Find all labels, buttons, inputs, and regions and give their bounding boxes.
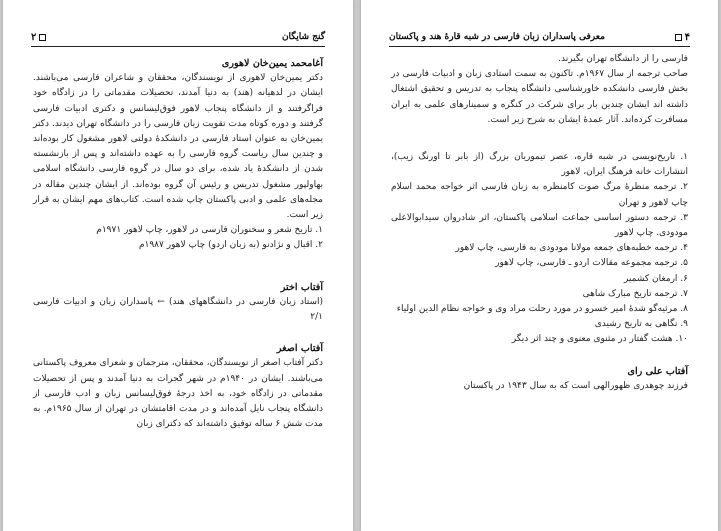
- entry-heading: آغامحمد یمین‌خان لاهوری: [221, 58, 323, 69]
- works-list: [33, 223, 323, 253]
- list-item: ۹. نگاهی به تاریخ رشیدی: [594, 319, 688, 330]
- right-page-number-block: [675, 32, 690, 43]
- list-item: ۲. ترجمه منظرهٔ مرگ صوت کامنظره به زبان فارسی اثر خواجه محمد اسلام چاپ لاهور و تهران: [391, 182, 688, 208]
- page-number: ۲: [31, 31, 37, 43]
- entry-paragraph: دکتر آفتاب اصغر از نویسندگان، محققان، مترجمان و شعرای معروف پاکستانی می‌باشند. ایشان در ۱۹۴۰م در شهر گجرات به دنیا آمدند و پس از تحصیلات مقدماتی در زادگاه خود، به اخذ درجهٔ فوق‌لیسانس زبان و ادب فارسی از دانشگاه پنجاب نایل آمده‌اند و در مدت اقامتشان در تهران از سال ۱۹۶۵م. به مدت شش ۶ ساله توفیق داشته‌اند که دکترای زبان: [33, 358, 323, 430]
- entry-heading: آفتاب علی رای: [627, 365, 688, 377]
- list-item: ۷. ترجمه تاریخ مبارک شاهی: [582, 288, 688, 299]
- entry-heading: آفتاب اختر: [280, 281, 323, 293]
- list-item: ۵. ترجمه مجموعه مقالات اردو ـ فارسی، چاپ لاهور: [495, 258, 688, 269]
- list-item: ۸. مرثیه‌گو شدهٔ امیر خسرو در مورد رحلت مراد وی و خواجه نظام الدین اولیاء: [396, 304, 688, 315]
- entry-paragraph: صاحب ترجمه از سال ۱۹۶۷م. تاکنون به سمت استادی زبان و ادبیات فارسی در بخش فارسی دانشکده خاورشناسی دانشگاه پنجاب به تدریس و تحقیق اشتغال داشته اند ایشان چندین بار برای شرکت در کنگره و سمینارهای علمی به ایران مسافرت کرده‌اند. آثار عمدهٔ ایشان به شرح زیر است.: [391, 69, 688, 125]
- square-bullet-icon: [39, 34, 46, 41]
- list-item: ۱۰. هشت گفتار در مثنوی معنوی و چند اثر دیگر: [511, 334, 688, 345]
- entry-paragraph: (استاد زبان فارسی در دانشگاههای هند) ← پاسداران زبان و ادبیات فارسی ۲/۱: [33, 296, 323, 323]
- left-page-number-block: [31, 32, 46, 43]
- list-item: ۶. ارمغان کشمیر: [624, 273, 688, 284]
- left-page: [3, 0, 353, 531]
- works-list: [391, 150, 688, 348]
- right-page-body: [391, 52, 688, 519]
- right-page: [361, 0, 718, 531]
- left-page-body: [33, 52, 323, 519]
- list-item: ۲. اقبال و نژادنو (به زبان اردو) چاپ لاهور ۱۹۸۷م: [138, 240, 323, 251]
- entry-paragraph: فارسی را از دانشگاه تهران بگیرند.: [558, 54, 688, 64]
- list-item: ۳. ترجمه دستور اساسی جماعت اسلامی پاکستان، اثر شادروان سیدابوالاعلی مودودی. چاپ لاهور: [391, 212, 688, 239]
- entry-paragraph: فرزند چوهدری ظهورالهی است که به سال ۱۹۴۳ در پاکستان: [463, 380, 688, 391]
- list-item: ۱. تاریخ‌نویسی در شبه قاره، عصر تیموریان بزرگ (از بابر تا اورنگ زیب)، انتشارات خانه فرهنگ ایران، لاهور: [391, 152, 688, 178]
- left-page-header: [31, 28, 325, 47]
- list-item: ۱. تاریخ شعر و سخنوران فارسی در لاهور، چاپ لاهور ۱۹۷۱م: [96, 225, 323, 236]
- running-title: معرفی پاسداران زبان فارسی در شبه قارهٔ هند و پاکستان: [389, 32, 605, 42]
- running-title: گنج شایگان: [281, 32, 325, 42]
- list-item: ۴. ترجمه خطبه‌های جمعه مولانا مودودی به فارسی، چاپ لاهور: [455, 243, 688, 254]
- entry-paragraph: دکتر یمین‌خان لاهوری از نویسندگان، محققان و شاعران فارسی می‌باشند. ایشان در لدهیانه (هند) به دنیا آمدند، تحصیلات مقدماتی را در زادگاه خود فراگرفتند و از دانشگاه پنجاب لاهور فوق‌لیسانس و دکتری ادبیات فارسی گرفتند و دوره کوتاه مدت تقویت زبان فارسی را در دانشگاه تهران دیدند. دکتر یمین‌خان به عنوان استاد فارسی در دانشکدهٔ دولتی لاهور مشغول کار بوده‌اند و چندین سال ریاست گروه فارسی را به عهده داشته‌اند و پس از بازنشسته شدن از دانشکدهٔ یاد شده، برای دو سال در گروه فارسی دانشگاه اسلامی بهاولپور مشغول تدریس و رئیس آن گروه بوده‌اند. از ایشان چندین مقاله در مجله‌های علمی و ادبی پاکستان چاپ شده است. کتاب‌های مهم ایشان به قرار زیر است.: [33, 73, 323, 221]
- right-page-header: [389, 28, 690, 47]
- square-bullet-icon: [675, 34, 682, 41]
- page-number: ۴: [684, 31, 690, 43]
- entry-heading: آفتاب اصغر: [276, 343, 323, 355]
